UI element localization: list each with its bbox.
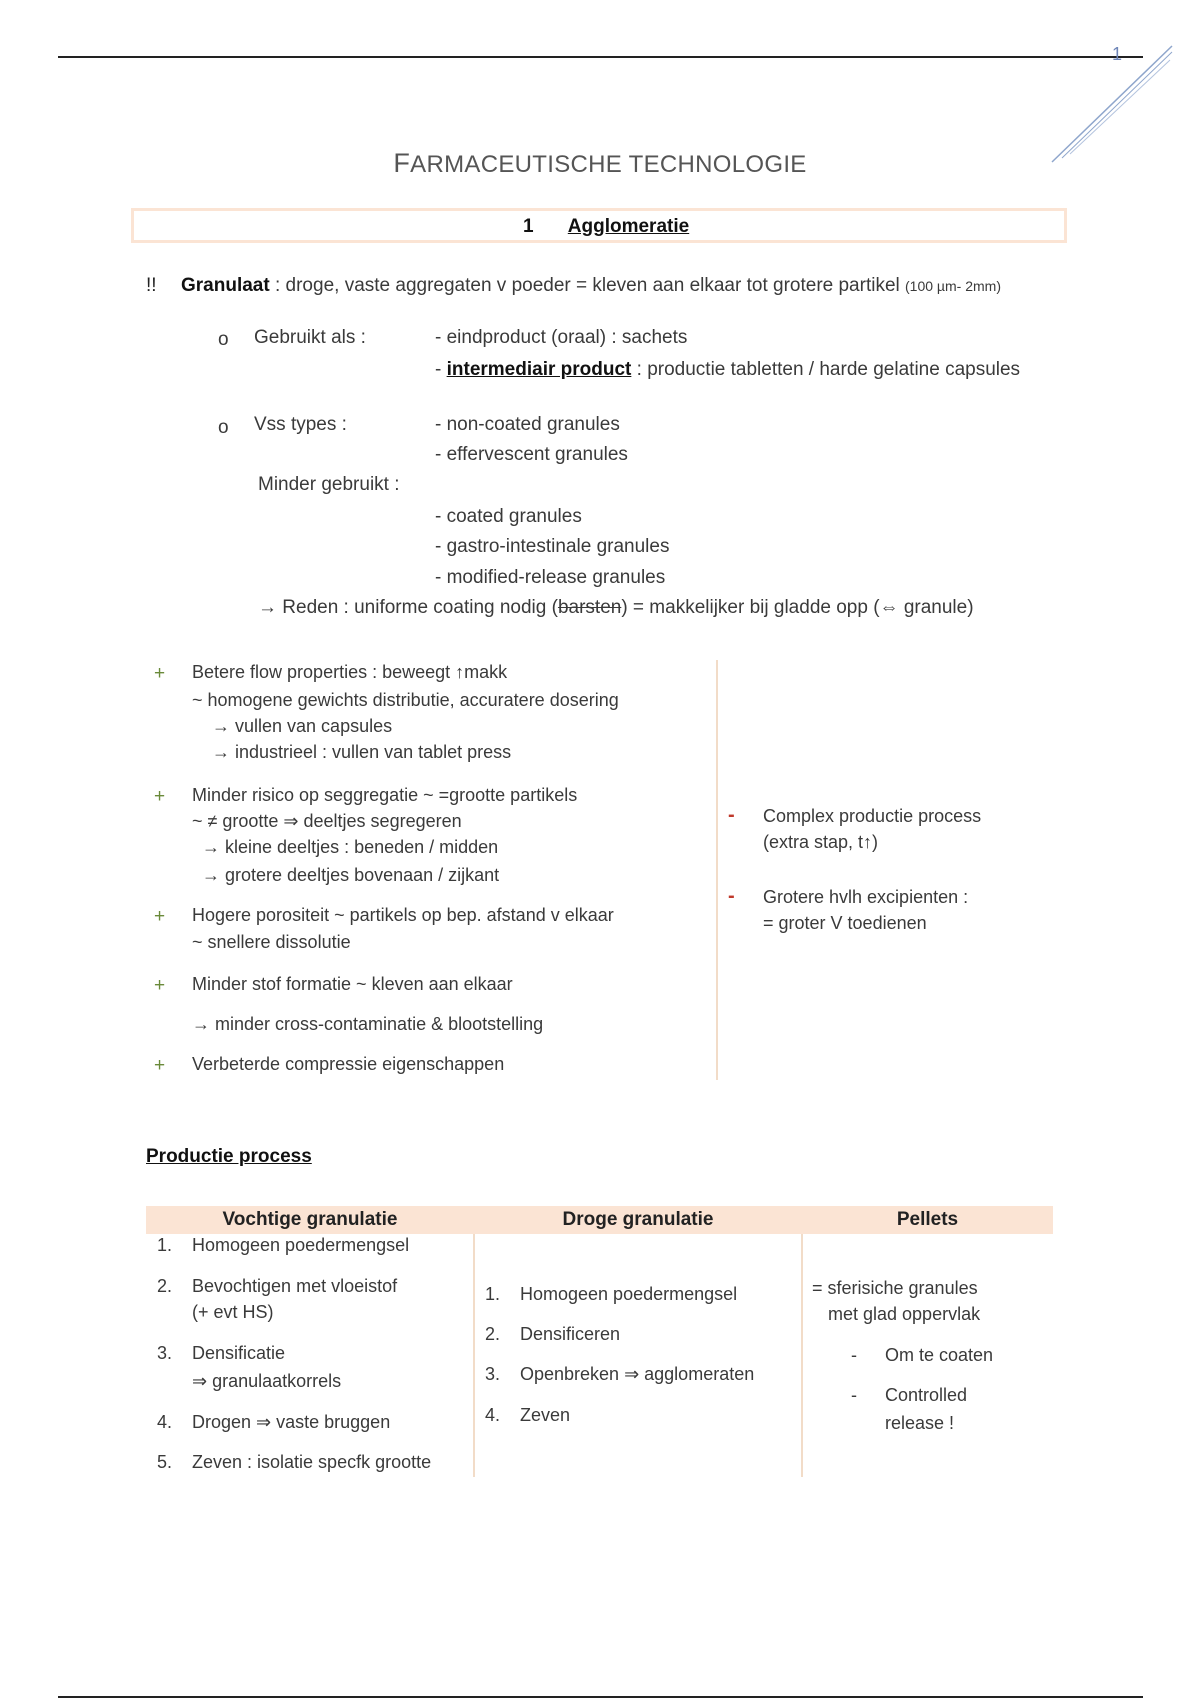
- disadvantage-complex-detail: (extra stap, t↑): [763, 832, 879, 852]
- usage-label: Gebruikt als :: [254, 327, 366, 348]
- pellets-description-2: met glad oppervlak: [828, 1304, 981, 1324]
- type-coated: - coated granules: [435, 506, 582, 527]
- types-bullet: o: [218, 417, 229, 438]
- advantage-porosity: Hogere porositeit ~ partikels op bep. afstand v elkaar: [192, 905, 614, 925]
- pellets-coating: Om te coaten: [885, 1345, 994, 1365]
- advantage-segregation-detail: ~ ≠ grootte ⇒ deeltjes segregeren: [192, 811, 462, 831]
- advantage-segregation-small: → kleine deeltjes : beneden / midden: [202, 837, 499, 857]
- production-heading: Productie process: [146, 1146, 312, 1167]
- dry-step-4: 4. Zeven: [485, 1405, 571, 1425]
- usage-item-intermediair: - intermediair product : productie tabletten / harde gelatine capsules: [435, 359, 1021, 380]
- advantage-flow: Betere flow properties : beweegt ↑makk: [192, 662, 508, 682]
- wet-step-1: 1. Homogeen poedermengsel: [157, 1235, 410, 1255]
- plus-icon: +: [154, 663, 166, 684]
- pellets-dash: -: [851, 1345, 857, 1365]
- minus-icon: -: [728, 885, 735, 907]
- type-non-coated: - non-coated granules: [435, 414, 620, 435]
- disadvantage-excipients-detail: = groter V toedienen: [763, 913, 927, 933]
- wet-step-3: 3. Densificatie: [157, 1343, 286, 1363]
- type-modified-release: - modified-release granules: [435, 567, 666, 588]
- less-used-label: Minder gebruikt :: [258, 474, 400, 495]
- pellets-release: release !: [885, 1413, 955, 1433]
- wet-step-2-detail: (+ evt HS): [192, 1302, 274, 1322]
- advantage-dust-detail: → minder cross-contaminatie & blootstelling: [192, 1014, 544, 1034]
- header-wet-granulation: Vochtige granulatie: [222, 1209, 398, 1230]
- pellets-dash: -: [851, 1385, 857, 1405]
- minus-icon: -: [728, 804, 735, 826]
- plus-icon: +: [154, 1055, 166, 1076]
- dry-step-2: 2. Densificeren: [485, 1324, 621, 1344]
- wet-step-5: 5. Zeven : isolatie specfk grootte: [157, 1452, 432, 1472]
- plus-icon: +: [154, 906, 166, 927]
- column-divider: [473, 1234, 475, 1477]
- section-heading: 1 Agglomeratie: [522, 216, 690, 237]
- header-dry-granulation: Droge granulatie: [562, 1209, 714, 1230]
- coating-reason: → Reden : uniforme coating nodig (barsten) = makkelijker bij gladde opp (⇔ granule): [258, 597, 974, 618]
- advantage-flow-capsules: → vullen van capsules: [212, 716, 393, 736]
- advantage-flow-tablet: → industrieel : vullen van tablet press: [212, 742, 512, 762]
- type-effervescent: - effervescent granules: [435, 444, 628, 465]
- advantage-segregation-large: → grotere deeltjes bovenaan / zijkant: [202, 865, 500, 885]
- dry-step-3: 3. Openbreken ⇒ agglomeraten: [485, 1364, 755, 1384]
- pellets-controlled: Controlled: [885, 1385, 968, 1405]
- header-pellets: Pellets: [896, 1209, 959, 1230]
- usage-item-eindproduct: - eindproduct (oraal) : sachets: [435, 327, 688, 348]
- wet-step-3-detail: ⇒ granulaatkorrels: [192, 1371, 342, 1391]
- header-rule: [58, 56, 1143, 58]
- types-label: Vss types :: [254, 414, 347, 435]
- granulaat-definition: Granulaat : droge, vaste aggregaten v poeder = kleven aan elkaar tot grotere partikel (100 µm- 2mm): [181, 275, 1001, 296]
- advantage-segregation: Minder risico op seggregatie ~ =grootte partikels: [192, 785, 578, 805]
- footer-rule: [58, 1696, 1143, 1698]
- column-divider: [801, 1234, 803, 1477]
- disadvantage-complex: Complex productie process: [763, 806, 982, 826]
- advantage-dust: Minder stof formatie ~ kleven aan elkaar: [192, 974, 513, 994]
- important-marker: !!: [146, 275, 157, 296]
- plus-icon: +: [154, 975, 166, 996]
- plus-icon: +: [154, 786, 166, 807]
- disadvantage-excipients: Grotere hvlh excipienten :: [763, 887, 969, 907]
- corner-decoration-icon: [1050, 40, 1175, 165]
- page-number: 1: [1112, 44, 1123, 64]
- type-gastro-intestinal: - gastro-intestinale granules: [435, 536, 670, 557]
- advantage-compression: Verbeterde compressie eigenschappen: [192, 1054, 505, 1074]
- pellets-description: = sferisiche granules: [812, 1278, 978, 1298]
- wet-step-4: 4. Drogen ⇒ vaste bruggen: [157, 1412, 391, 1432]
- usage-bullet: o: [218, 329, 229, 350]
- advantage-flow-detail: ~ homogene gewichts distributie, accuratere dosering: [192, 690, 619, 710]
- dry-step-1: 1. Homogeen poedermengsel: [485, 1284, 738, 1304]
- advantage-porosity-detail: ~ snellere dissolutie: [192, 932, 351, 952]
- wet-step-2: 2. Bevochtigen met vloeistof: [157, 1276, 398, 1296]
- document-title: FARMACEUTISCHE TECHNOLOGIE: [393, 148, 807, 178]
- pros-cons-divider: [716, 660, 718, 1080]
